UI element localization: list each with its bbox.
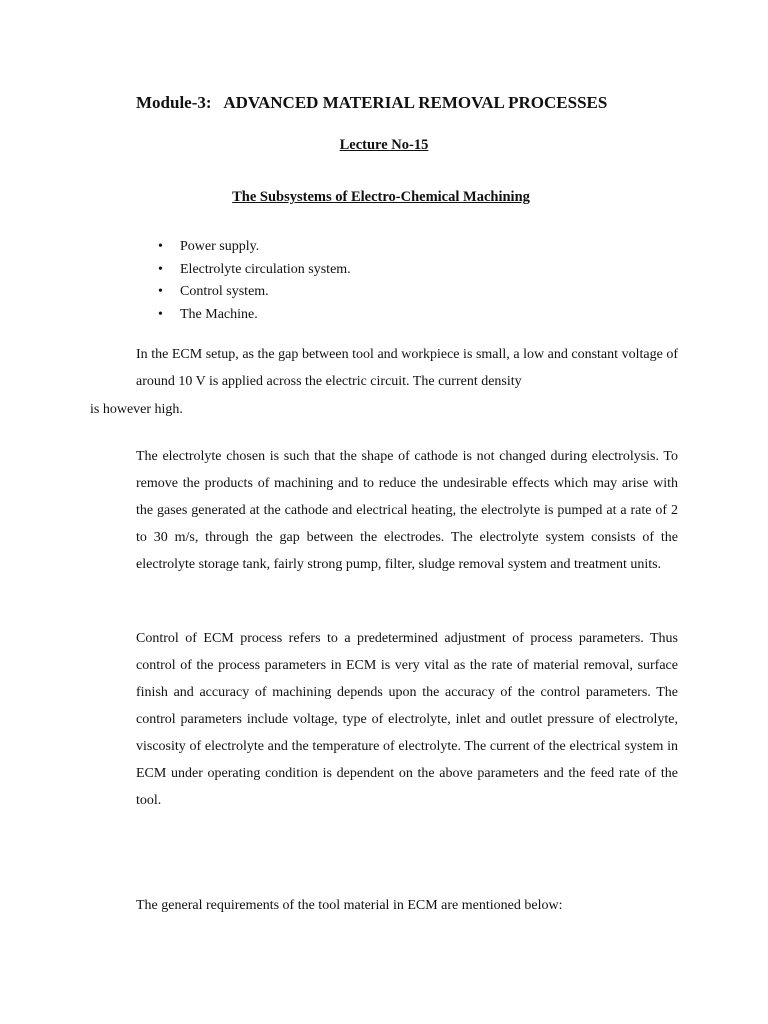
- list-item-text: Control system.: [180, 284, 269, 299]
- list-item: [158, 304, 351, 327]
- list-item-text: Electrolyte circulation system.: [180, 261, 351, 277]
- paragraph-electrolyte: The electrolyte chosen is such that the shape of cathode is not changed during electrolysis. To remove the products of machining and to reduce the undesirable effects which may arise with the gases generated at the cathode and electrical heating, the electrolyte is pumped at a rate of 2 to 30 m/s, through the gap between the electrodes. The electrolyte system consists of the electrolyte storage tank, fairly strong pump, filter, sludge removal system and treatment units.: [136, 449, 678, 572]
- bullet-icon: •: [158, 284, 163, 299]
- list-item-text: The Machine.: [180, 306, 258, 322]
- list-item: [158, 259, 351, 282]
- lecture-number-text: Lecture No-15: [339, 137, 429, 153]
- section-title-text: The Subsystems of Electro-Chemical Machining: [232, 189, 530, 205]
- bullet-icon: •: [158, 306, 163, 322]
- bullet-icon: •: [158, 261, 163, 277]
- paragraph-tool-requirements: The general requirements of the tool material in ECM are mentioned below:: [136, 898, 563, 913]
- bullet-icon: •: [158, 239, 163, 254]
- list-item: [158, 236, 351, 259]
- paragraph-ecm-setup-continuation: is however high.: [90, 402, 183, 417]
- paragraph-ecm-setup: In the ECM setup, as the gap between tool and workpiece is small, a low and constant voltage of around 10 V is applied across the electric circuit. The current density: [136, 347, 678, 389]
- paragraph-control: Control of ECM process refers to a predetermined adjustment of process parameters. Thus control of the process parameters in ECM is very vital as the rate of material removal, surface finish and accuracy of machining depends upon the accuracy of the control parameters. The control parameters include voltage, type of electrolyte, inlet and outlet pressure of electrolyte, viscosity of electrolyte and the temperature of electrolyte. The current of the electrical system in ECM under operating condition is dependent on the above parameters and the feed rate of the tool.: [136, 631, 678, 808]
- list-item-text: Power supply.: [180, 239, 260, 254]
- list-item: [158, 281, 351, 304]
- subsystem-list: [158, 236, 351, 326]
- lecture-number: [0, 136, 768, 154]
- section-title: [0, 188, 762, 206]
- module-title: Module-3: ADVANCED MATERIAL REMOVAL PROCESSES: [136, 93, 608, 112]
